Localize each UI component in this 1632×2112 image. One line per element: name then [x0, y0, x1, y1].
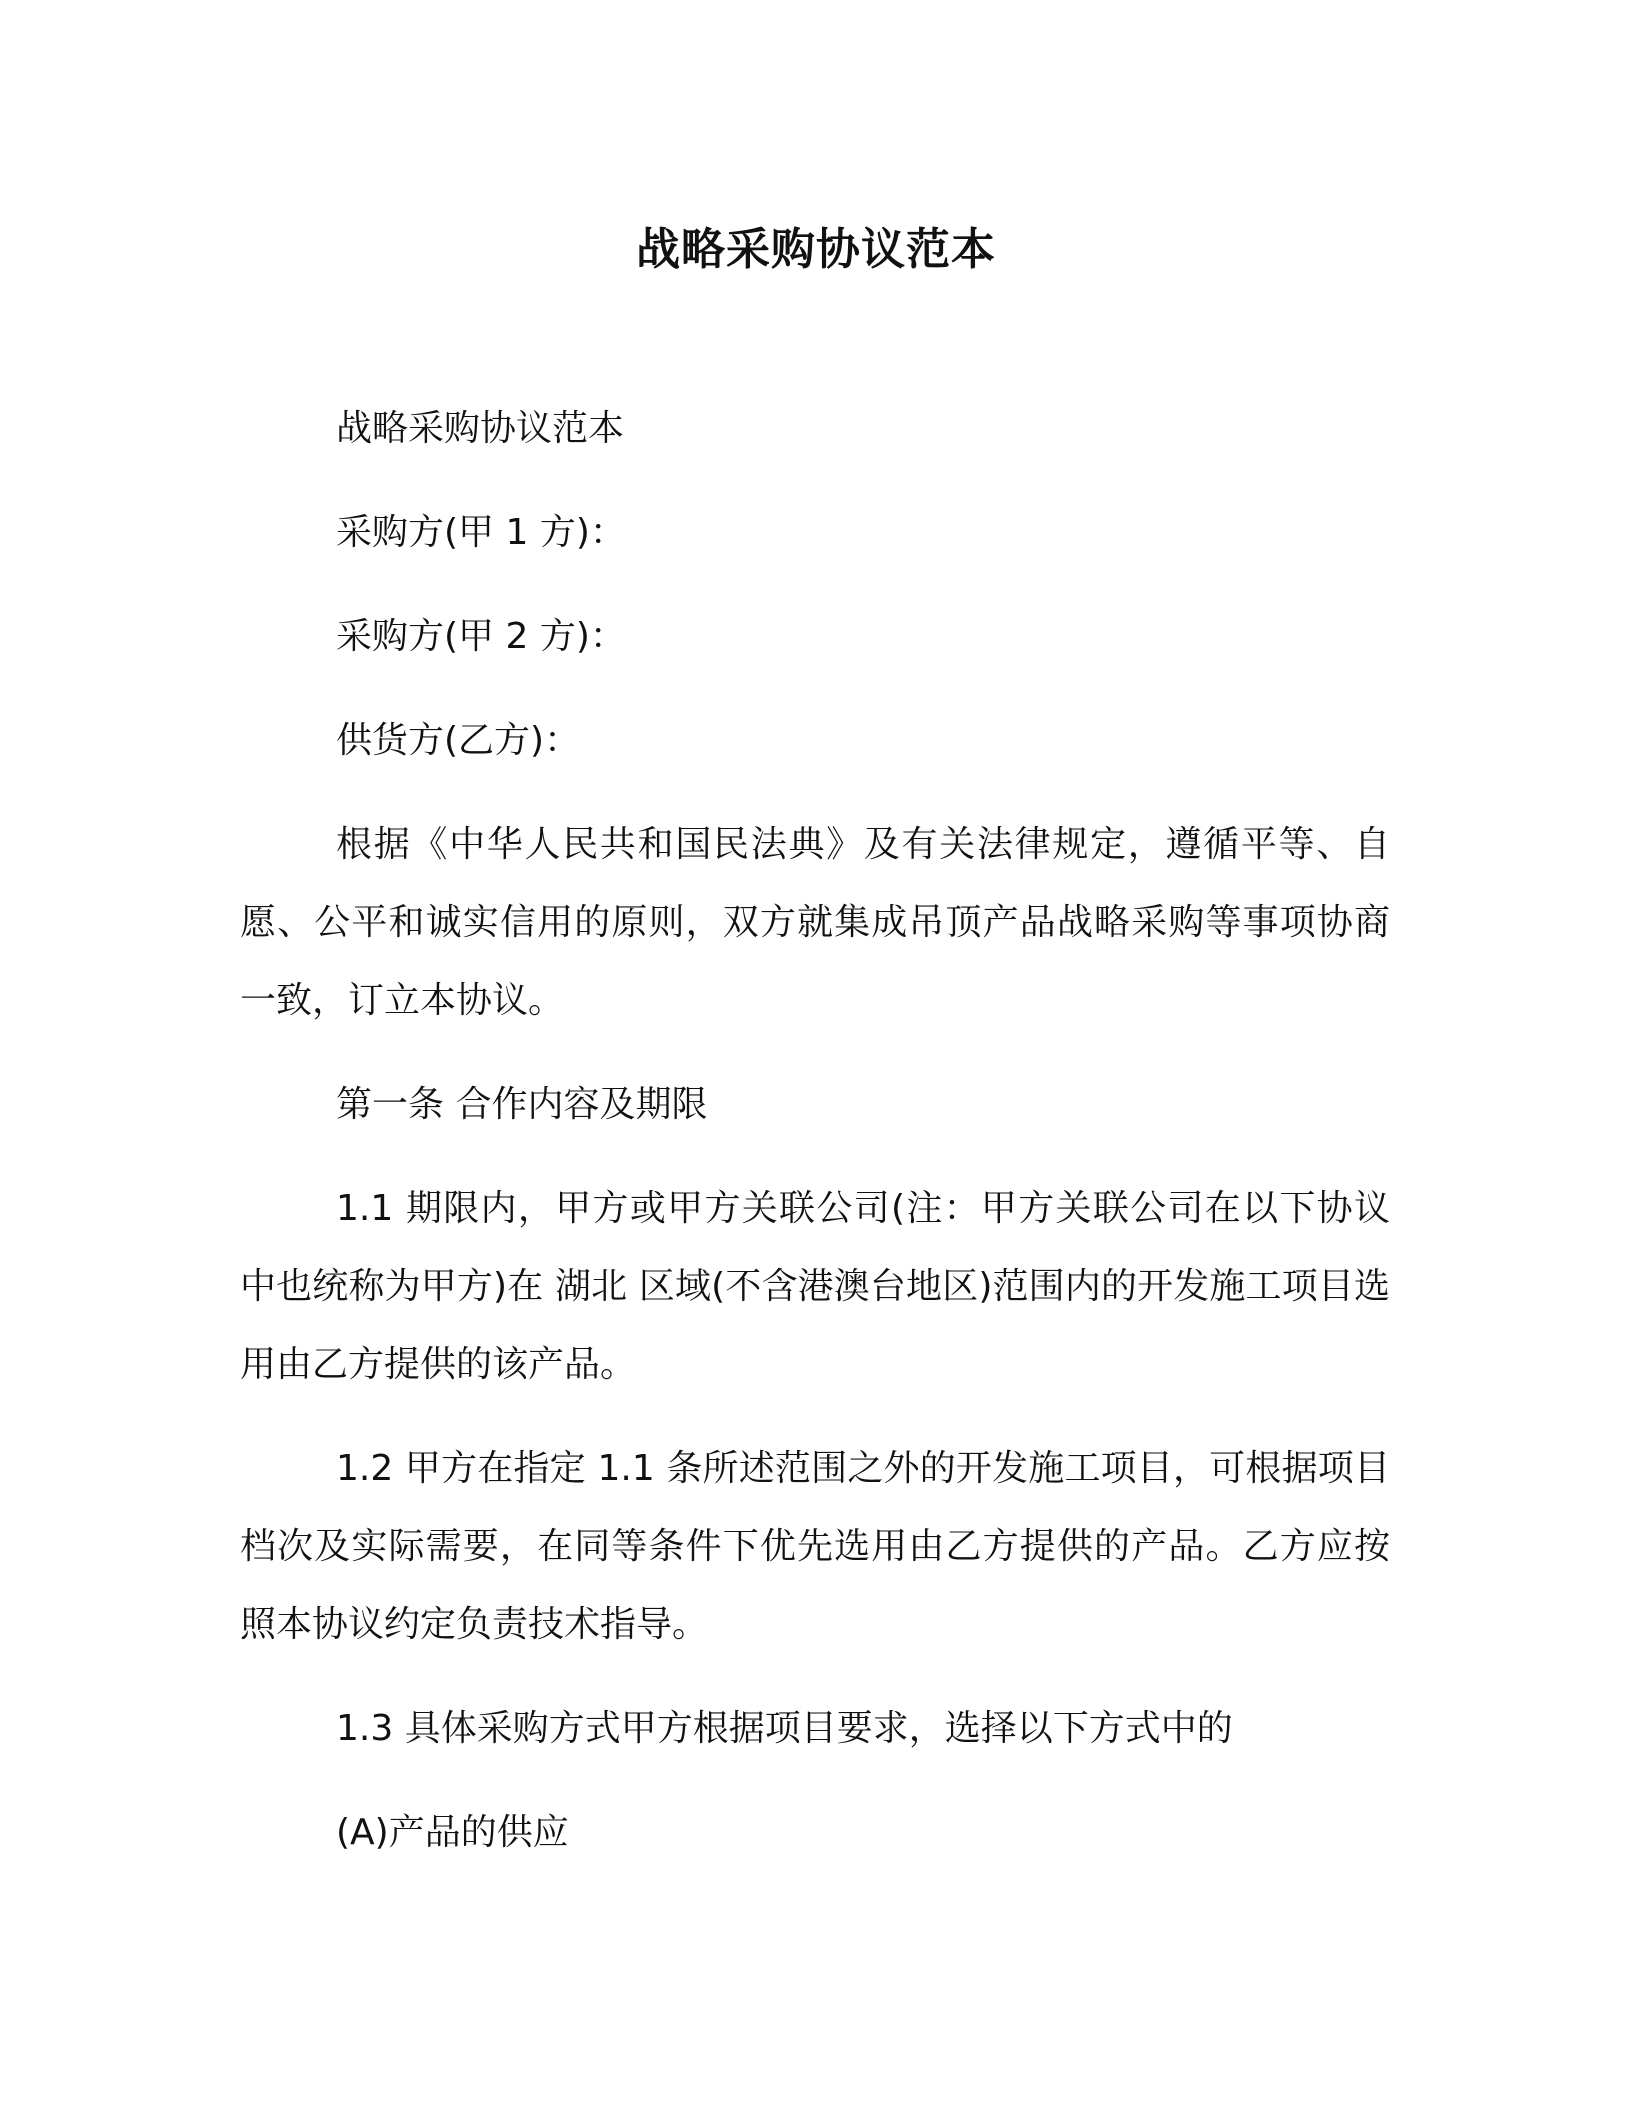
document-title: 战略采购协议范本	[636, 224, 996, 275]
party-a2-line: 采购方(甲 2 方)：	[336, 616, 626, 657]
subtitle-paragraph: 战略采购协议范本	[336, 408, 625, 449]
clause-1-2: 1.2 甲方在指定 1.1 条所述范围之外的开发施工项目，可根据项目档次及实际需要，在同等条件下优先选用由乙方提供的产品。乙方应按照本协议约定负责技术指导。	[240, 1448, 1390, 1645]
option-a-line: (A)产品的供应	[336, 1812, 569, 1853]
document-body	[240, 390, 1390, 1872]
article-1-heading: 第一条 合作内容及期限	[336, 1084, 708, 1125]
party-a1-line: 采购方(甲 1 方)：	[336, 512, 626, 553]
party-b-line: 供货方(乙方)：	[336, 720, 581, 761]
clause-1-1: 1.1 期限内，甲方或甲方关联公司(注：甲方关联公司在以下协议中也统称为甲方)在 湖北 区域(不含港澳台地区)范围内的开发施工项目选用由乙方提供的该产品。	[240, 1188, 1390, 1385]
clause-1-3: 1.3 具体采购方式甲方根据项目要求，选择以下方式中的	[336, 1708, 1233, 1749]
preamble-paragraph: 根据《中华人民共和国民法典》及有关法律规定，遵循平等、自愿、公平和诚实信用的原则，双方就集成吊顶产品战略采购等事项协商一致，订立本协议。	[240, 824, 1390, 1021]
